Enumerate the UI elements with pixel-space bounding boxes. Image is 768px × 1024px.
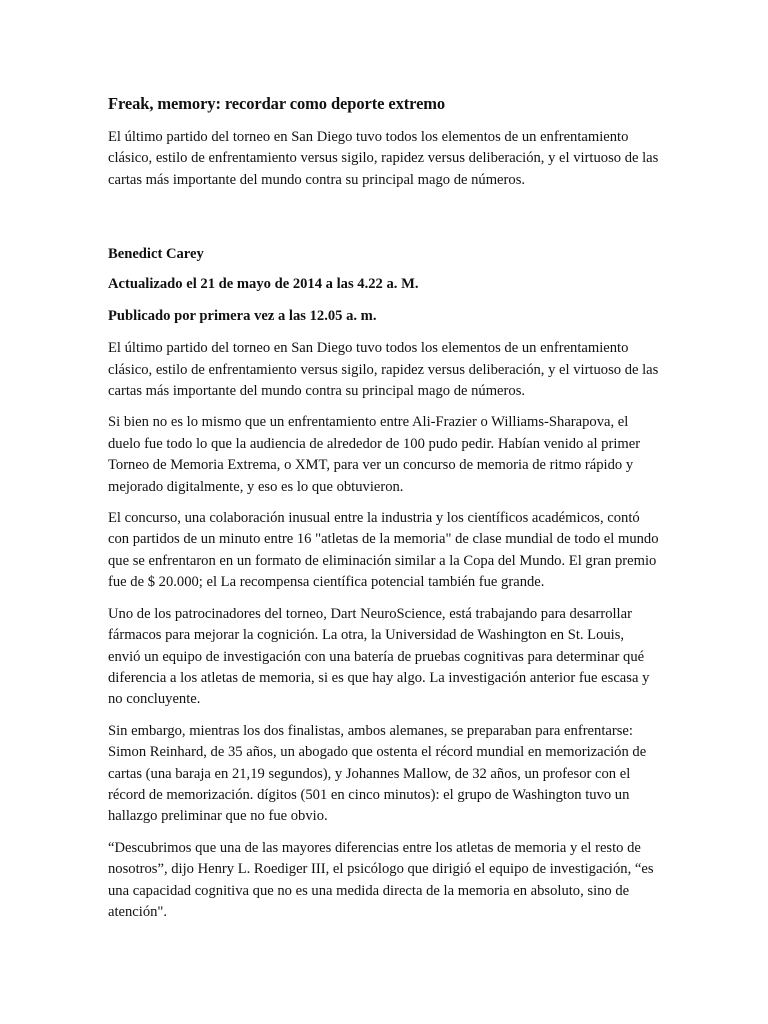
article-updated-date: Actualizado el 21 de mayo de 2014 a las 4.22 a. M. xyxy=(108,276,419,293)
article-author: Benedict Carey xyxy=(108,246,204,263)
article-paragraph: Si bien no es lo mismo que un enfrentamiento entre Ali-Frazier o Williams-Sharapova, el duelo fue todo lo que la audiencia de alrededor de 100 pudo pedir. Habían venido al primer Torneo de Memoria Extrema, o XMT, para ver un concurso de memoria de ritmo rápido y mejorado digitalmente, y eso es lo que obtuvieron. xyxy=(108,414,641,495)
article-paragraph: El último partido del torneo en San Diego tuvo todos los elementos de un enfrentamiento clásico, estilo de enfrentamiento versus sigilo, rapidez versus deliberación, y el virtuoso de las cartas más importante del mundo contra su principal mago de números. xyxy=(108,340,659,400)
article-paragraph: “Descubrimos que una de las mayores diferencias entre los atletas de memoria y el resto de nosotros”, dijo Henry L. Roediger III, el psicólogo que dirigió el equipo de investigación, “es una capacidad cognitiva que no es una medida directa de la memoria en absoluto, sino de atención". xyxy=(108,839,654,920)
article-paragraph: El concurso, una colaboración inusual entre la industria y los científicos académicos, contó con partidos de un minuto entre 16 "atletas de la memoria" de clase mundial de todo el mundo que se enfrentaron en un formato de eliminación similar a la Copa del Mundo. El gran premio fue de $ 20.000; el La recompensa científica potencial también fue grande. xyxy=(108,510,659,591)
article-paragraph: Uno de los patrocinadores del torneo, Dart NeuroScience, está trabajando para desarrollar fármacos para mejorar la cognición. La otra, la Universidad de Washington en St. Louis, envió un equipo de investigación con una batería de pruebas cognitivas para determinar qué diferencia a los atletas de memoria, si es que hay algo. La investigación anterior fue escasa y no concluyente. xyxy=(108,605,650,708)
article-title: Freak, memory: recordar como deporte extremo xyxy=(108,94,446,113)
document-page xyxy=(108,93,660,933)
article-lead-paragraph: El último partido del torneo en San Diego tuvo todos los elementos de un enfrentamiento clásico, estilo de enfrentamiento versus sigilo, rapidez versus deliberación, y el virtuoso de las cartas más importante del mundo contra su principal mago de números. xyxy=(108,129,659,188)
article-paragraph: Sin embargo, mientras los dos finalistas, ambos alemanes, se preparaban para enfrentarse: Simon Reinhard, de 35 años, un abogado que ostenta el récord mundial en memorización de cartas (una baraja en 21,19 segundos), y Johannes Mallow, de 32 años, un profesor con el récord de memorización. dígitos (501 en cinco minutos): el grupo de Washington tuvo un hallazgo preliminar que no fue obvio. xyxy=(108,722,647,825)
article-published-time: Publicado por primera vez a las 12.05 a. m. xyxy=(108,308,377,325)
